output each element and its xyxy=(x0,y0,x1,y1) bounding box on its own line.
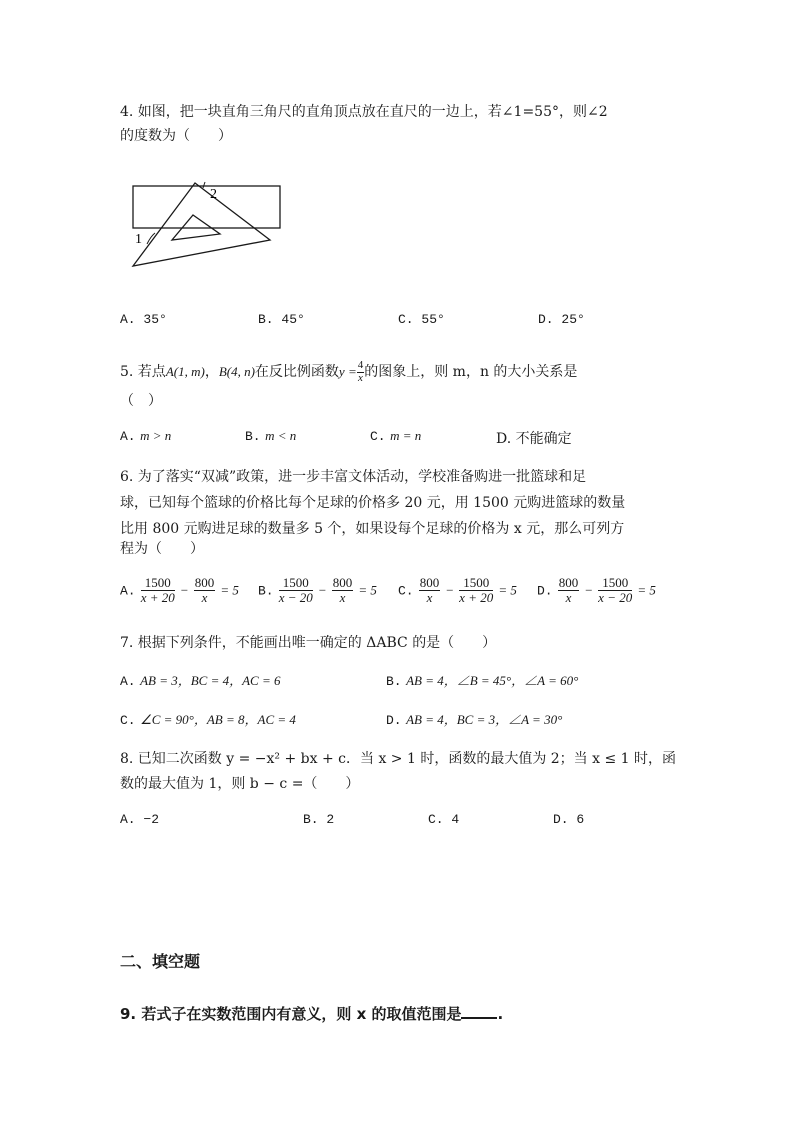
q6-option-c-frac2 xyxy=(459,576,493,604)
q6-option-c-frac1 xyxy=(419,576,441,604)
q6-option-b-frac1 xyxy=(279,576,313,604)
q4-option-d: D. 25° xyxy=(538,312,585,327)
q6-c-rhs: = 5 xyxy=(498,582,517,598)
q5-option-b-math: m < n xyxy=(265,428,297,443)
q5-mid: 在反比例函数 xyxy=(254,364,339,381)
q6-d-n1: 800 xyxy=(558,575,579,590)
q6-option-d-frac2 xyxy=(598,576,632,604)
q5-option-a-label: A. xyxy=(120,429,136,444)
q6-b-n1: 1500 xyxy=(279,576,313,591)
q6-stem-line4: 程为（ ） xyxy=(120,541,204,557)
q4-option-c: C. 55° xyxy=(398,312,445,327)
q5-func-lhs: y = xyxy=(338,364,357,380)
q7-d-text: AB = 4，BC = 3，∠A = 30° xyxy=(406,712,563,727)
q7-option-c xyxy=(120,709,296,728)
q5-option-c-label: C. xyxy=(370,429,386,444)
q6-option-a xyxy=(120,576,239,604)
q4-stem-line2: 的度数为（ ） xyxy=(120,128,232,144)
q8-option-a: A. −2 xyxy=(120,812,160,827)
q6-c-n2: 1500 xyxy=(459,576,493,591)
section-heading xyxy=(120,949,200,972)
q9-answer-blank xyxy=(461,1016,497,1019)
q5-option-a-math: m > n xyxy=(140,428,172,443)
q6-b-d1: x − 20 xyxy=(278,589,313,605)
q8-option-b: B. 2 xyxy=(303,812,335,827)
q7-b-label: B. xyxy=(386,674,402,689)
q6-option-d xyxy=(537,576,656,604)
q6-d-op: − xyxy=(584,582,594,598)
section-heading-text: 二、填空题 xyxy=(120,952,201,971)
q5-func-den: x xyxy=(358,371,363,384)
q7-option-b xyxy=(386,670,578,689)
q6-option-d-label: D. xyxy=(537,583,553,599)
q4-option-a: A. 35° xyxy=(120,312,167,327)
q5-option-d: D. 不能确定 xyxy=(496,431,572,447)
q6-option-c-label: C. xyxy=(398,583,414,599)
q4-stem-line1: 4. 如图，把一块直角三角尺的直角顶点放在直尺的一边上，若∠1=55°，则∠2 xyxy=(120,104,608,120)
q5-point-b: B(4, n) xyxy=(218,364,255,380)
q5-suffix: 的图象上，则 m，n 的大小关系是 xyxy=(364,364,578,381)
q7-c-text: ∠C = 90°，AB = 8，AC = 4 xyxy=(140,712,296,727)
q5-option-a xyxy=(120,428,171,444)
q5-option-b xyxy=(245,428,296,444)
q8-stem-line2: 数的最大值为 1，则 b − c =（ ） xyxy=(120,776,360,792)
q6-option-b-frac2 xyxy=(332,576,354,604)
q5-option-c xyxy=(370,428,421,444)
q7-stem: 7. 根据下列条件，不能画出唯一确定的 ΔABC 的是（ ） xyxy=(120,635,497,651)
q6-a-rhs: = 5 xyxy=(220,582,239,598)
ruler-triangle-figure xyxy=(125,178,285,273)
q6-d-rhs: = 5 xyxy=(637,582,656,598)
q8-stem-line1: 8. 已知二次函数 y = −x² + bx + c．当 x > 1 时，函数的最大值为 2；当 x ≤ 1 时，函 xyxy=(120,751,677,767)
q6-b-rhs: = 5 xyxy=(358,582,377,598)
q7-a-text: AB = 3，BC = 4，AC = 6 xyxy=(140,673,281,688)
angle2-mark xyxy=(203,182,205,188)
q9-end: . xyxy=(497,1005,504,1023)
q6-a-n1: 1500 xyxy=(141,576,175,591)
q6-option-b-label: B. xyxy=(258,583,274,599)
q6-b-op: − xyxy=(317,582,327,598)
angle-1-label: 1 xyxy=(135,232,142,247)
q5-stem-line2: （ ） xyxy=(120,393,162,409)
q6-option-a-frac2 xyxy=(194,576,216,604)
q7-option-d xyxy=(386,709,562,728)
q5-func-num: 4 xyxy=(357,359,364,371)
angle-2-label: 2 xyxy=(210,187,217,202)
q5-stem-line1 xyxy=(120,360,577,384)
q6-c-op: − xyxy=(445,582,455,598)
q6-a-d2: x xyxy=(201,589,208,605)
q6-a-n2: 800 xyxy=(194,575,215,590)
q6-option-a-frac1 xyxy=(141,576,175,604)
q6-option-a-label: A. xyxy=(120,583,136,599)
q8-option-c: C. 4 xyxy=(428,812,460,827)
q8-option-d: D. 6 xyxy=(553,812,585,827)
q6-b-n2: 800 xyxy=(332,575,353,590)
q4-option-b: B. 45° xyxy=(258,312,305,327)
q6-c-d1: x xyxy=(426,589,433,605)
q5-prefix: 5. 若点 xyxy=(120,364,166,381)
q6-option-c xyxy=(398,576,517,604)
q5-comma: ， xyxy=(204,364,219,381)
q6-d-d1: x xyxy=(565,589,572,605)
q9-stem xyxy=(120,1003,503,1024)
q6-d-d2: x − 20 xyxy=(598,589,633,605)
q6-option-b xyxy=(258,576,377,604)
q6-stem-line3: 比用 800 元购进足球的数量多 5 个，如果设每个足球的价格为 x 元，那么可列方 xyxy=(120,521,625,537)
q7-b-text: AB = 4，∠B = 45°，∠A = 60° xyxy=(406,673,579,688)
outer-triangle xyxy=(133,183,270,266)
q6-a-op: − xyxy=(179,582,189,598)
q9-text: 9. 若式子在实数范围内有意义，则 x 的取值范围是 xyxy=(120,1005,462,1023)
q6-stem-line1: 6. 为了落实“双减”政策，进一步丰富文体活动，学校准备购进一批篮球和足 xyxy=(120,469,587,485)
q5-option-b-label: B. xyxy=(245,429,261,444)
q5-point-a: A(1, m) xyxy=(165,364,205,380)
q7-option-a xyxy=(120,670,281,689)
q7-c-label: C. xyxy=(120,713,136,728)
q6-stem-line2: 球，已知每个篮球的价格比每个足球的价格多 20 元，用 1500 元购进篮球的数量 xyxy=(120,495,626,511)
q7-d-label: D. xyxy=(386,713,402,728)
q6-option-d-frac1 xyxy=(558,576,580,604)
q7-a-label: A. xyxy=(120,674,136,689)
q6-c-d2: x + 20 xyxy=(459,589,494,605)
q5-option-c-math: m = n xyxy=(390,428,422,443)
q6-d-n2: 1500 xyxy=(598,576,632,591)
q6-b-d2: x xyxy=(339,589,346,605)
q6-c-n1: 800 xyxy=(419,575,440,590)
q6-a-d1: x + 20 xyxy=(140,589,175,605)
